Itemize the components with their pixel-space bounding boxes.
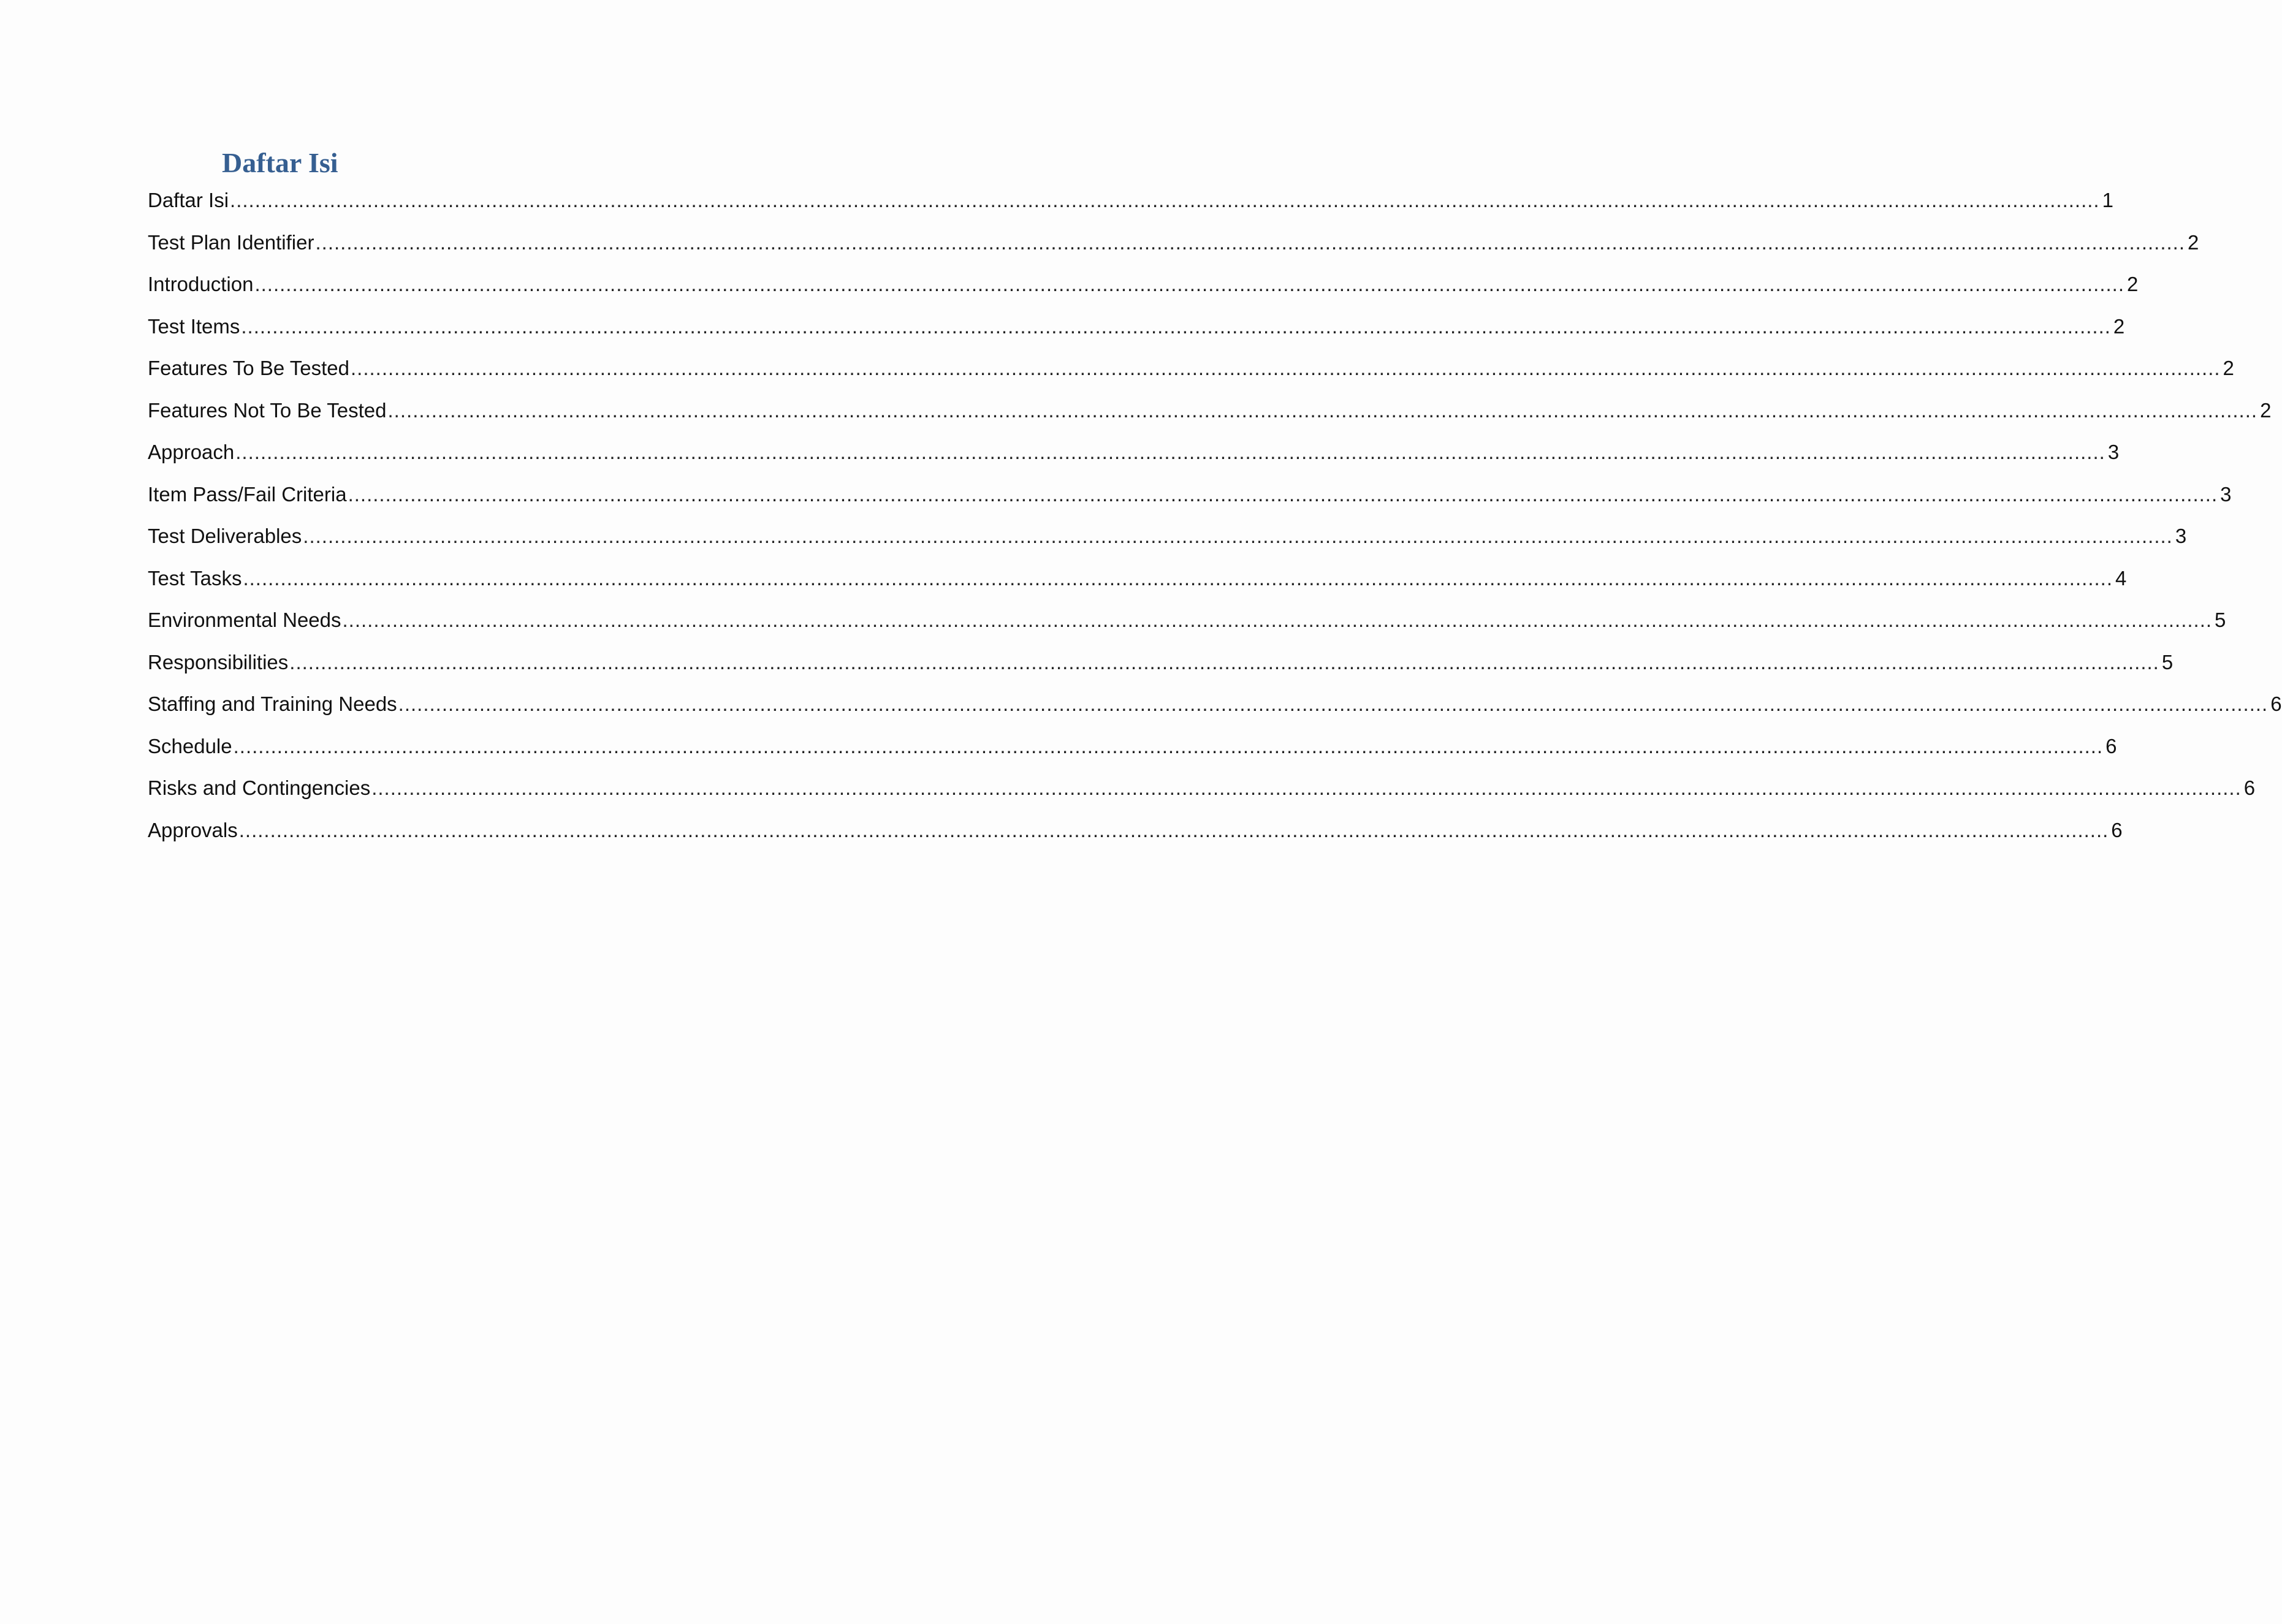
toc-entry[interactable]: [148, 647, 2174, 689]
toc-entry[interactable]: [148, 269, 2139, 311]
toc-dot-leader: ............................................................................................................................................................................................................................................................................................................: [371, 776, 2242, 799]
toc-entry-page: 3: [2107, 441, 2120, 463]
toc-dot-leader: ............................................................................................................................................................................................................................................................................................................: [241, 314, 2111, 338]
toc-entry-page: 2: [2223, 357, 2234, 379]
toc-entry[interactable]: [148, 185, 2113, 227]
toc-dot-leader: ............................................................................................................................................................................................................................................................................................................: [342, 609, 2213, 631]
toc-dot-leader: ............................................................................................................................................................................................................................................................................................................: [243, 566, 2113, 590]
toc-entry-title: Test Tasks: [148, 566, 242, 590]
toc-entry-page: 3: [2220, 482, 2232, 506]
toc-dot-leader: ............................................................................................................................................................................................................................................................................................................: [289, 650, 2159, 674]
toc-entry-page: 6: [2105, 734, 2117, 757]
toc-entry[interactable]: [148, 227, 2199, 270]
table-of-contents: [148, 185, 2282, 857]
toc-entry-page: 5: [2215, 609, 2226, 631]
toc-entry-title: Test Plan Identifier: [148, 230, 314, 254]
toc-dot-leader: ............................................................................................................................................................................................................................................................................................................: [351, 357, 2221, 379]
toc-entry[interactable]: [148, 311, 2125, 354]
toc-heading: Daftar Isi: [222, 147, 338, 178]
toc-dot-leader: ............................................................................................................................................................................................................................................................................................................: [254, 273, 2124, 295]
toc-entry-page: 1: [2102, 189, 2113, 211]
toc-entry-page: 5: [2161, 650, 2174, 674]
toc-entry-title: Test Deliverables: [148, 525, 302, 547]
toc-dot-leader: ............................................................................................................................................................................................................................................................................................................: [315, 230, 2186, 254]
toc-entry-title: Features To Be Tested: [148, 357, 349, 379]
toc-entry-page: 6: [2243, 776, 2256, 799]
toc-entry-page: 2: [2260, 398, 2272, 422]
toc-entry-title: Staffing and Training Needs: [148, 692, 397, 715]
toc-entry-title: Features Not To Be Tested: [148, 398, 387, 422]
toc-entry-title: Responsibilities: [148, 650, 289, 674]
toc-entry-title: Environmental Needs: [148, 609, 341, 631]
toc-entry-title: Approach: [148, 441, 235, 463]
toc-entry[interactable]: [148, 689, 2282, 731]
toc-entry-title: Approvals: [148, 818, 238, 841]
toc-dot-leader: ............................................................................................................................................................................................................................................................................................................: [387, 398, 2258, 422]
toc-dot-leader: ............................................................................................................................................................................................................................................................................................................: [230, 189, 2100, 211]
toc-entry-page: 2: [2188, 230, 2199, 254]
toc-dot-leader: ............................................................................................................................................................................................................................................................................................................: [235, 441, 2105, 463]
toc-entry[interactable]: [148, 815, 2123, 857]
toc-entry-page: 4: [2115, 566, 2127, 590]
toc-entry-title: Schedule: [148, 734, 232, 757]
toc-entry[interactable]: [148, 563, 2127, 605]
toc-entry-page: 2: [2127, 273, 2139, 295]
toc-entry[interactable]: [148, 353, 2234, 395]
toc-entry[interactable]: [148, 521, 2187, 563]
toc-entry[interactable]: [148, 731, 2117, 773]
toc-dot-leader: ............................................................................................................................................................................................................................................................................................................: [238, 818, 2109, 841]
toc-entry-page: 6: [2270, 692, 2282, 715]
toc-entry-title: Introduction: [148, 273, 254, 295]
toc-entry-title: Risks and Contingencies: [148, 776, 371, 799]
toc-entry[interactable]: [148, 479, 2232, 522]
toc-dot-leader: ............................................................................................................................................................................................................................................................................................................: [303, 525, 2173, 547]
toc-dot-leader: ............................................................................................................................................................................................................................................................................................................: [233, 734, 2104, 757]
toc-entry-page: 2: [2113, 314, 2125, 338]
toc-entry-title: Daftar Isi: [148, 189, 229, 211]
toc-entry-page: 3: [2175, 525, 2187, 547]
toc-entry[interactable]: [148, 773, 2256, 815]
toc-dot-leader: ............................................................................................................................................................................................................................................................................................................: [348, 482, 2218, 506]
toc-entry[interactable]: [148, 605, 2226, 647]
toc-entry-page: 6: [2111, 818, 2123, 841]
toc-entry[interactable]: [148, 437, 2120, 479]
toc-entry[interactable]: [148, 395, 2272, 438]
toc-dot-leader: ............................................................................................................................................................................................................................................................................................................: [398, 692, 2269, 715]
toc-entry-title: Test Items: [148, 314, 240, 338]
toc-entry-title: Item Pass/Fail Criteria: [148, 482, 347, 506]
